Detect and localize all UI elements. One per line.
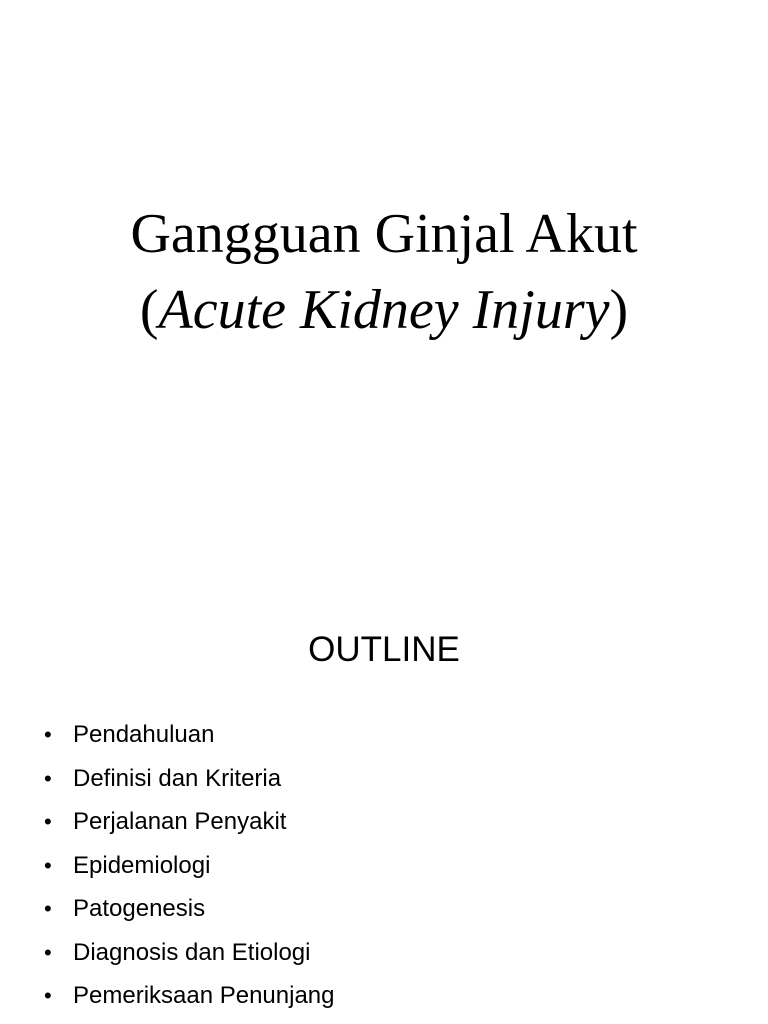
slide-title	[0, 196, 768, 348]
bullet-icon: •	[44, 896, 52, 921]
list-item	[44, 974, 335, 1018]
list-item	[44, 844, 335, 888]
title-close-paren: )	[609, 279, 629, 341]
bullet-icon: •	[44, 809, 52, 834]
list-item-label: Definisi dan Kriteria	[73, 764, 282, 792]
list-item-label: Pendahuluan	[73, 721, 215, 748]
outline-heading: OUTLINE	[308, 630, 460, 669]
bullet-icon: •	[44, 765, 52, 791]
title-open-paren: (	[139, 279, 159, 341]
list-item	[44, 800, 335, 844]
list-item-label: Pemeriksaan Penunjang	[73, 982, 335, 1009]
list-item	[44, 713, 335, 757]
bullet-icon: •	[44, 722, 52, 747]
list-item	[44, 931, 335, 975]
list-item-label: Perjalanan Penyakit	[73, 808, 287, 835]
bullet-icon: •	[44, 852, 52, 878]
list-item-label: Diagnosis dan Etiologi	[73, 938, 311, 966]
title-english-term: Acute Kidney Injury	[158, 279, 610, 341]
outline-list	[44, 713, 335, 1018]
list-item-label: Epidemiologi	[73, 851, 211, 879]
list-item	[44, 757, 335, 801]
title-line-2	[0, 272, 768, 348]
list-item-label: Patogenesis	[73, 895, 206, 922]
bullet-icon: •	[44, 983, 52, 1008]
title-line-1: Gangguan Ginjal Akut	[130, 203, 638, 265]
list-item	[44, 887, 335, 931]
bullet-icon: •	[44, 939, 52, 965]
